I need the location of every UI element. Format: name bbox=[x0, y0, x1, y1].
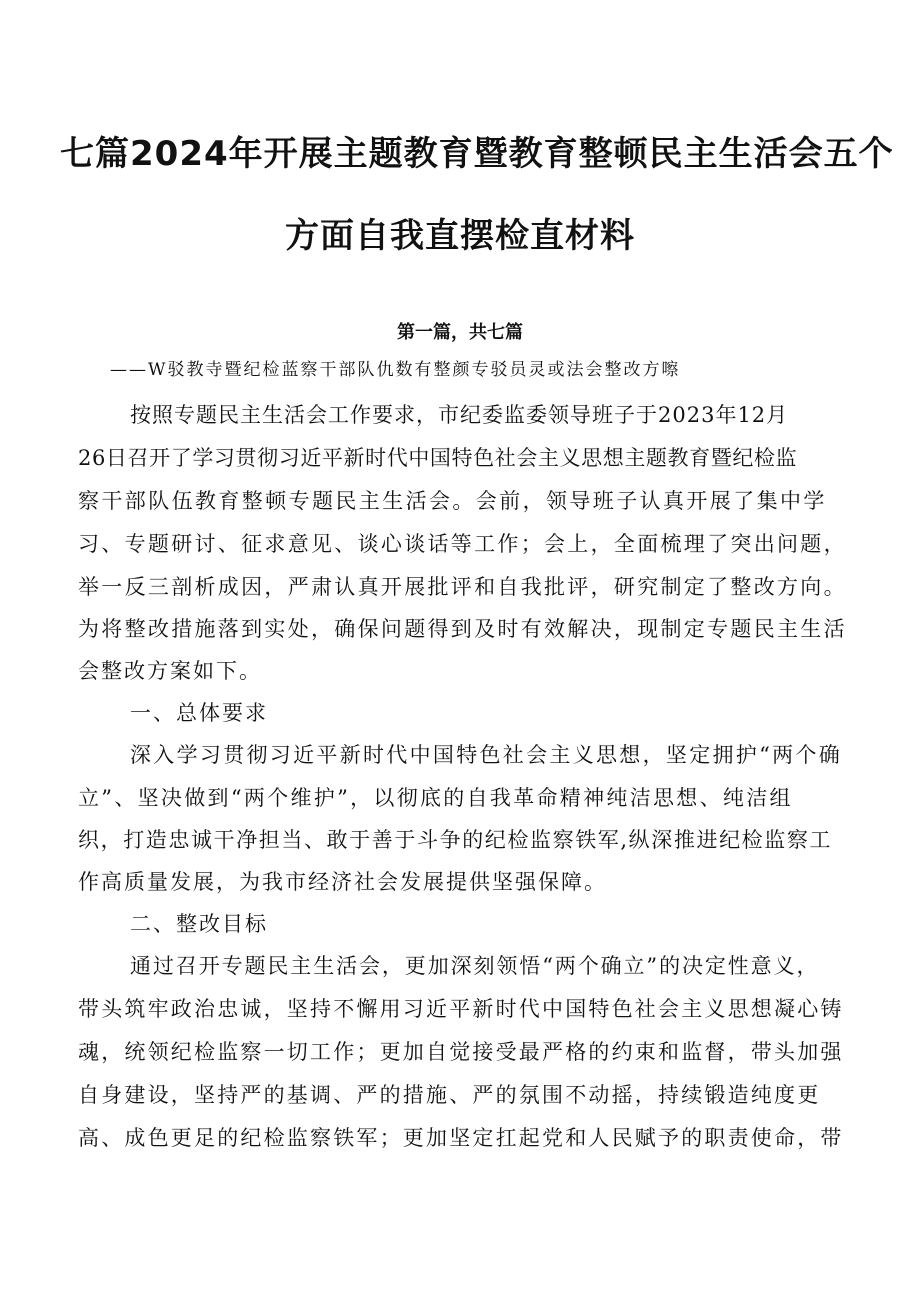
document-title-line-2: 方面自我直摆检直材料 bbox=[285, 216, 635, 256]
intro-line: 26日召开了学习贯彻习近平新时代中国特色社会主义思想主题教育暨纪检监 bbox=[78, 446, 798, 470]
section-heading-rectification-goals: 二、整改目标 bbox=[130, 912, 268, 936]
section1-line: 深入学习贯彻习近平新时代中国特色社会主义思想，坚定拥护“两个确 bbox=[130, 743, 843, 767]
section2-line: 带头筑牢政治忠诚，坚持不懈用习近平新时代中国特色社会主义思想凝心铸 bbox=[78, 997, 844, 1021]
section2-line: 魂，统领纪检监察一切工作；更加自觉接受最严格的约束和监督，带头加强 bbox=[78, 1040, 844, 1064]
intro-line: 按照专题民主生活会工作要求，市纪委监委领导班子于2023年12月 bbox=[130, 403, 789, 427]
intro-line: 会整改方案如下。 bbox=[78, 659, 262, 683]
intro-line: 举一反三剖析成因，严肃认真开展批评和自我批评，研究制定了整改方向。 bbox=[78, 575, 847, 599]
document-subline: ——W驳教寺暨纪检蓝察干部队仇数有整颜专驳员灵或法会整改方嚓 bbox=[110, 360, 681, 380]
document-subtitle: 第一篇，共七篇 bbox=[397, 322, 523, 343]
section1-line: 立”、坚决做到“两个维护”，以彻底的自我革命精神纯洁思想、纯洁组 bbox=[78, 786, 793, 810]
section2-line: 高、成色更足的纪检监察铁军；更加坚定扛起党和人民赋予的职责使命，带 bbox=[78, 1126, 844, 1150]
section2-line: 自身建设，坚持严的基调、严的措施、严的氛围不动摇，持续锻造纯度更 bbox=[78, 1083, 821, 1107]
intro-line: 为将整改措施落到实处，确保问题得到及时有效解决，现制定专题民主生活 bbox=[78, 617, 847, 641]
section1-line: 织，打造忠诚干净担当、敢于善于斗争的纪检监察铁军,纵深推进纪检监察工 bbox=[78, 828, 833, 852]
section2-line: 通过召开专题民主生活会，更加深刻领悟“两个确立”的决定性意义， bbox=[130, 954, 820, 978]
section-heading-overall-requirements: 一、总体要求 bbox=[130, 701, 268, 725]
intro-line: 察干部队伍教育整顿专题民主生活会。会前，领导班子认真开展了集中学 bbox=[78, 489, 827, 513]
intro-line: 习、专题研讨、征求意见、谈心谈话等工作；会上，全面梳理了突出问题， bbox=[78, 532, 847, 556]
section1-line: 作高质量发展，为我市经济社会发展提供坚强保障。 bbox=[78, 870, 607, 894]
document-title-line-1: 七篇2024年开展主题教育暨教育整顿民主生活会五个 bbox=[60, 134, 894, 174]
